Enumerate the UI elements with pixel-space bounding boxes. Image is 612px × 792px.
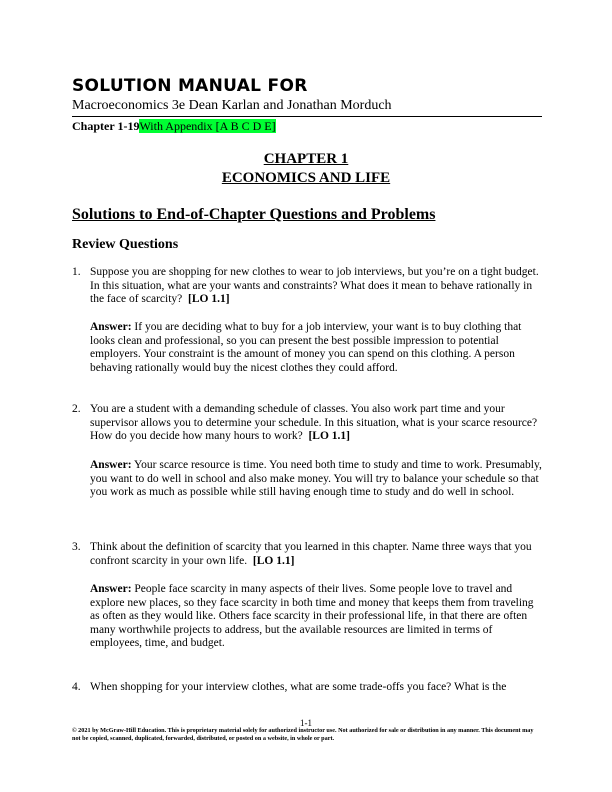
answer-text: Your scarce resource is time. You need both time to study and time to work. Presumably, you want to do well in school and also make money. You will try to balance your schedule so that you work as much as possible while still having enough time to study and do well in school. (90, 459, 542, 498)
question-3 (72, 541, 542, 568)
question-number: 3. (72, 541, 81, 553)
answer-text: People face scarcity in many aspects of their lives. Some people love to travel and explore new places, so they face scarcity in both time and money that keeps them from traveling as often as they would like. Others face scarcity in their professional life, in that there are often many worthwhile projects to address, but the available resources are limited in terms of employees, time, and budget. (90, 583, 534, 649)
answer-2 (90, 459, 542, 500)
page-number: 1-1 (300, 718, 312, 728)
book-subtitle: Macroeconomics 3e Dean Karlan and Jonathan Morduch (72, 98, 392, 113)
question-text: You are a student with a demanding schedule of classes. You also work part time and your supervisor allows you to determine your schedule. In this situation, what is your scarce resource? How do you decide how many hours to work? (90, 403, 538, 442)
header-rule (72, 116, 542, 117)
manual-banner: SOLUTION MANUAL FOR (72, 76, 308, 96)
learning-objective: [LO 1.1] (308, 430, 350, 442)
chapter-range: Chapter 1-19 (72, 119, 140, 133)
question-number: 1. (72, 266, 81, 278)
question-number: 4. (72, 681, 81, 693)
answer-text: If you are deciding what to buy for a job interview, your want is to buy clothing that looks clean and professional, so you can present the best possible impression to potential employers. Your constraint is the amount of money you can spend on this clothing. A person behaving rationally would buy the nicest clothes they could afford. (90, 321, 522, 374)
question-text: Suppose you are shopping for new clothes to wear to job interviews, but you’re on a tight budget. In this situation, what are your wants and constraints? What does it mean to behave rationally in the face of scarcity? (90, 266, 539, 305)
question-1 (72, 266, 542, 307)
question-2 (72, 403, 542, 444)
copyright-notice: © 2021 by McGraw-Hill Education. This is proprietary material solely for authorized instructor use. Not authorized for sale or distribution in any manner. This document may not be copied, scanned, duplicated, forwarded, distributed, or posted on a website, in whole or part. (72, 727, 534, 742)
chapter-number: CHAPTER 1 (263, 151, 349, 167)
question-text: When shopping for your interview clothes, what are some trade-offs you face? What is the (90, 681, 507, 693)
question-number: 2. (72, 403, 81, 415)
answer-label: Answer: (90, 321, 132, 333)
chapter-range-line (72, 119, 276, 133)
question-text: Think about the definition of scarcity that you learned in this chapter. Name three ways that you confront scarcity in your own life. (90, 541, 532, 567)
learning-objective: [LO 1.1] (188, 293, 230, 305)
answer-label: Answer: (90, 459, 132, 471)
review-questions-title: Review Questions (72, 237, 179, 252)
answer-1 (90, 321, 542, 375)
learning-objective: [LO 1.1] (252, 554, 295, 567)
answer-3 (90, 583, 542, 651)
appendix-highlight: With Appendix [A B C D E] (139, 119, 276, 133)
section-title: Solutions to End-of-Chapter Questions and Problems (72, 206, 436, 223)
answer-label: Answer: (90, 583, 132, 595)
chapter-title: ECONOMICS AND LIFE (221, 170, 391, 186)
question-4 (72, 681, 542, 695)
